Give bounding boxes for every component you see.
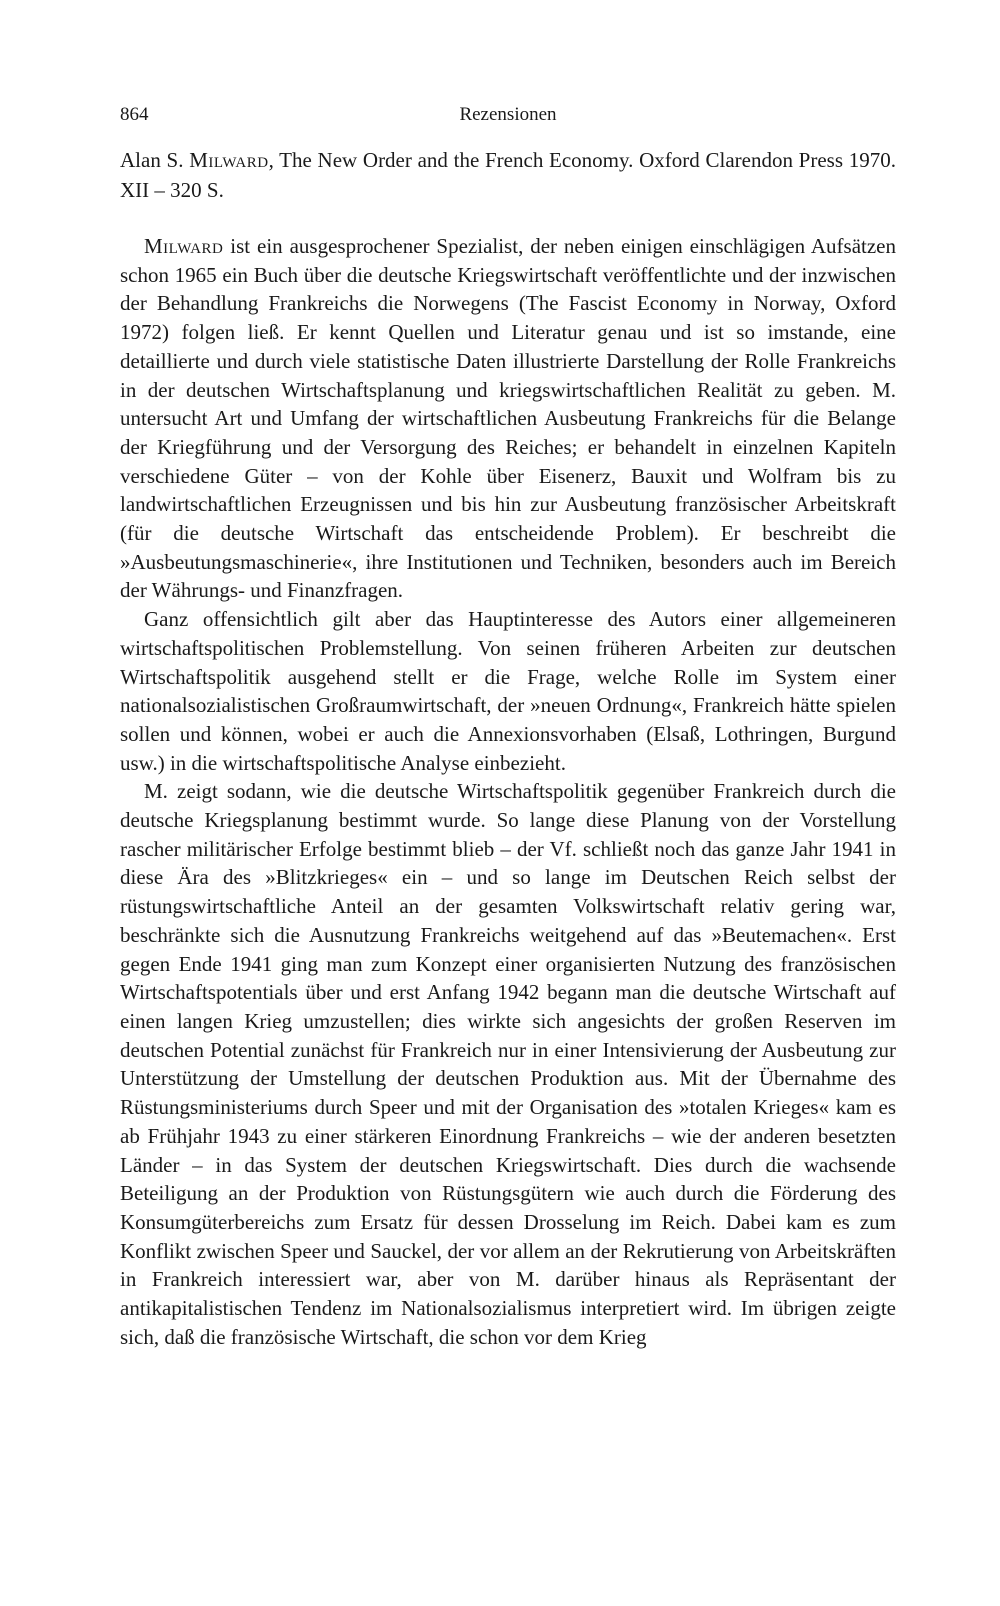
review-paragraph-1 [120, 232, 896, 605]
page-header [120, 104, 896, 134]
page-number: 864 [120, 104, 149, 125]
citation-author-last: Milward [189, 148, 269, 172]
running-title: Rezensionen [459, 104, 557, 125]
citation-author-first: Alan S. [120, 148, 184, 172]
paragraph-lead-author: Milward [144, 234, 224, 258]
review-paragraph-3 [120, 777, 896, 1351]
paragraph-text: M. zeigt sodann, wie die deutsche Wirtschaftspolitik gegenüber Frankreich durch die deutsche Kriegsplanung bestimmt wurde. So lange diese Planung von der Vorstellung rascher militärischer Erfolge bestimmt blieb – der Vf. schließt noch das ganze Jahr 1941 in diese Ära des »Blitzkrieges« ein – und so lange im Deutschen Reich selbst der rüstungswirtschaftliche Anteil an der gesamten Volkswirtschaft relativ gering war, beschränkte sich die Ausnutzung Frankreichs weitgehend auf das »Beutemachen«. Erst gegen Ende 1941 ging man zum Konzept einer organisierten Nutzung des französischen Wirtschaftspotentials über und erst Anfang 1942 begann man die deutsche Wirtschaft auf einen langen Krieg umzustellen; dies wirkte sich angesichts der großen Reserven im deutschen Potential zunächst für Frankreich nur in einer Intensivierung der Ausbeutung zur Unterstützung der Umstellung der deutschen Produktion aus. Mit der Übernahme des Rüstungsministeriums durch Speer und mit der Organisation des »totalen Krieges« kam es ab Frühjahr 1943 zu einer stärkeren Einordnung Frankreichs – wie der anderen besetzten Länder – in das System der deutschen Kriegswirtschaft. Dies durch die wachsende Beteiligung an der Produktion von Rüstungsgütern wie auch durch die Förderung des Konsumgüterbereichs zum Ersatz für dessen Drosselung im Reich. Dabei kam es zum Konflikt zwischen Speer und Sauckel, der vor allem an der Rekrutierung von Arbeitskräften in Frankreich interessiert war, aber von M. darüber hinaus als Repräsentant der antikapitalistischen Tendenz im Nationalsozialismus interpretiert wird. Im übrigen zeigte sich, daß die französische Wirtschaft, die schon vor dem Krieg [120, 779, 896, 1349]
citation-details: , The New Order and the French Economy. Oxford Clarendon Press 1970. XII – 320 S. [120, 148, 896, 202]
paragraph-text: ist ein ausgesprochener Spezialist, der neben einigen einschlägigen Aufsätzen schon 1965 ein Buch über die deutsche Kriegswirtschaft veröffentlichte und der inzwischen der Behandlung Frankreichs die Norwegens (The Fascist Economy in Norway, Oxford 1972) folgen ließ. Er kennt Quellen und Literatur genau und ist so imstande, eine detaillierte und durch viele statistische Daten illustrierte Darstellung der Rolle Frankreichs in der deutschen Wirtschaftsplanung und kriegswirtschaftlichen Realität zu geben. M. untersucht Art und Umfang der wirtschaftlichen Ausbeutung Frankreichs für die Belange der Kriegführung und der Versorgung des Reiches; er behandelt in einzelnen Kapiteln verschiedene Güter – von der Kohle über Eisenerz, Bauxit und Wolfram bis zu landwirtschaftlichen Erzeugnissen und bis hin zur Ausbeutung französischer Arbeitskraft (für die deutsche Wirtschaft das entscheidende Problem). Er beschreibt die »Ausbeutungsmaschinerie«, ihre Institutionen und Techniken, besonders auch im Bereich der Währungs- und Finanzfragen. [120, 234, 896, 603]
review-body [120, 232, 896, 1351]
book-citation [120, 146, 896, 205]
review-paragraph-2 [120, 605, 896, 777]
paragraph-text: Ganz offensichtlich gilt aber das Hauptinteresse des Autors einer allgemeineren wirtschaftspolitischen Problemstellung. Von seinen früheren Arbeiten zur deutschen Wirtschaftspolitik ausgehend stellt er die Frage, welche Rolle im System einer nationalsozialistischen Großraumwirtschaft, der »neuen Ordnung«, Frankreich hätte spielen sollen und können, wobei er auch die Annexionsvorhaben (Elsaß, Lothringen, Burgund usw.) in die wirtschaftspolitische Analyse einbezieht. [120, 607, 896, 775]
document-page [120, 104, 896, 1351]
